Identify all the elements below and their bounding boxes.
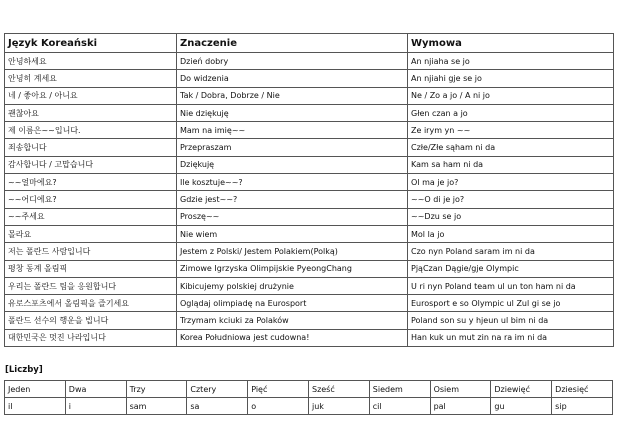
table-row: [5, 277, 614, 294]
cell-korean: 저는 폴란드 사람입니다: [5, 243, 177, 260]
number-korean: sip: [552, 398, 613, 415]
table-row: [5, 225, 614, 242]
table-row: [5, 312, 614, 329]
cell-korean: 폴란드 선수의 행운을 빕니다: [5, 312, 177, 329]
number-korean: gu: [491, 398, 552, 415]
number-korean: juk: [308, 398, 369, 415]
phrase-table: [4, 33, 614, 347]
cell-korean: 죄송합니다: [5, 139, 177, 156]
cell-pronunciation: ~~Dzu se jo: [408, 208, 614, 225]
header-korean: Język Koreański: [5, 34, 177, 53]
cell-meaning: Do widzenia: [177, 70, 408, 87]
cell-pronunciation: Han kuk un mut zin na ra im ni da: [408, 329, 614, 346]
number-korean: pal: [430, 398, 491, 415]
cell-meaning: Zimowe Igrzyska Olimpijskie PyeongChang: [177, 260, 408, 277]
cell-pronunciation: U ri nyn Poland team ul un ton ham ni da: [408, 277, 614, 294]
numbers-korean-row: [5, 398, 613, 415]
cell-meaning: Proszę~~: [177, 208, 408, 225]
cell-korean: 제 이름은~~입니다.: [5, 122, 177, 139]
number-polish: Sześć: [308, 381, 369, 398]
cell-korean: 대한민국은 멋진 나라입니다: [5, 329, 177, 346]
number-korean: i: [65, 398, 126, 415]
number-polish: Siedem: [369, 381, 430, 398]
number-korean: cil: [369, 398, 430, 415]
cell-korean: 괜찮아요: [5, 104, 177, 121]
number-korean: sa: [187, 398, 248, 415]
cell-korean: 유로스포츠에서 올림픽을 즐기세요: [5, 295, 177, 312]
table-row: [5, 53, 614, 70]
cell-meaning: Trzymam kciuki za Polaków: [177, 312, 408, 329]
table-row: [5, 139, 614, 156]
number-polish: Dwa: [65, 381, 126, 398]
cell-meaning: Ile kosztuje~~?: [177, 174, 408, 191]
cell-meaning: Tak / Dobra, Dobrze / Nie: [177, 87, 408, 104]
cell-meaning: Dziękuję: [177, 156, 408, 173]
cell-pronunciation: Ol ma je jo?: [408, 174, 614, 191]
table-row: [5, 295, 614, 312]
number-polish: Cztery: [187, 381, 248, 398]
cell-korean: 평창 동계 올림픽: [5, 260, 177, 277]
cell-pronunciation: Eurosport e so Olympic ul Zul gi se jo: [408, 295, 614, 312]
number-polish: Jeden: [5, 381, 66, 398]
table-row: [5, 70, 614, 87]
cell-meaning: Korea Południowa jest cudowna!: [177, 329, 408, 346]
number-polish: Dziewięć: [491, 381, 552, 398]
cell-korean: ~~어디에요?: [5, 191, 177, 208]
table-row: [5, 208, 614, 225]
table-row: [5, 104, 614, 121]
number-korean: o: [248, 398, 309, 415]
number-korean: sam: [126, 398, 187, 415]
numbers-polish-row: [5, 381, 613, 398]
number-polish: Osiem: [430, 381, 491, 398]
cell-korean: 네 / 좋아요 / 아니요: [5, 87, 177, 104]
number-polish: Dziesięć: [552, 381, 613, 398]
cell-meaning: Dzień dobry: [177, 53, 408, 70]
cell-pronunciation: Głen czan a jo: [408, 104, 614, 121]
cell-korean: 우리는 폴란드 팀을 응원합니다: [5, 277, 177, 294]
cell-pronunciation: Kam sa ham ni da: [408, 156, 614, 173]
table-row: [5, 191, 614, 208]
cell-meaning: Nie dziękuję: [177, 104, 408, 121]
cell-korean: 안녕하세요: [5, 53, 177, 70]
cell-meaning: Przepraszam: [177, 139, 408, 156]
numbers-table: [4, 380, 613, 415]
number-korean: il: [5, 398, 66, 415]
table-row: [5, 243, 614, 260]
cell-korean: ~~얼마에요?: [5, 174, 177, 191]
cell-pronunciation: Ze irym yn ~~: [408, 122, 614, 139]
cell-korean: 감사합니다 / 고맙습니다: [5, 156, 177, 173]
cell-pronunciation: An njiaha se jo: [408, 53, 614, 70]
number-polish: Trzy: [126, 381, 187, 398]
cell-meaning: Gdzie jest~~?: [177, 191, 408, 208]
cell-pronunciation: An njiahi gje se jo: [408, 70, 614, 87]
cell-pronunciation: PjąCzan Dągie/gje Olympic: [408, 260, 614, 277]
cell-korean: ~~주세요: [5, 208, 177, 225]
header-meaning: Znaczenie: [177, 34, 408, 53]
cell-korean: 안녕히 계세요: [5, 70, 177, 87]
cell-pronunciation: Człe/Złe sąham ni da: [408, 139, 614, 156]
numbers-section-title: [Liczby]: [5, 365, 43, 375]
cell-pronunciation: Poland son su y hjeun ul bim ni da: [408, 312, 614, 329]
table-row: [5, 174, 614, 191]
number-polish: Pięć: [248, 381, 309, 398]
table-row: [5, 122, 614, 139]
header-row: [5, 34, 614, 53]
cell-pronunciation: Ne / Zo a jo / A ni jo: [408, 87, 614, 104]
cell-meaning: Jestem z Polski/ Jestem Polakiem(Polką): [177, 243, 408, 260]
cell-meaning: Nie wiem: [177, 225, 408, 242]
table-row: [5, 260, 614, 277]
table-row: [5, 329, 614, 346]
cell-pronunciation: Czo nyn Poland saram im ni da: [408, 243, 614, 260]
header-pronunciation: Wymowa: [408, 34, 614, 53]
cell-pronunciation: ~~O di je jo?: [408, 191, 614, 208]
cell-meaning: Mam na imię~~: [177, 122, 408, 139]
cell-korean: 몰라요: [5, 225, 177, 242]
table-row: [5, 87, 614, 104]
table-row: [5, 156, 614, 173]
cell-meaning: Kibicujemy polskiej drużynie: [177, 277, 408, 294]
cell-pronunciation: Mol la jo: [408, 225, 614, 242]
cell-meaning: Oglądaj olimpiadę na Eurosport: [177, 295, 408, 312]
